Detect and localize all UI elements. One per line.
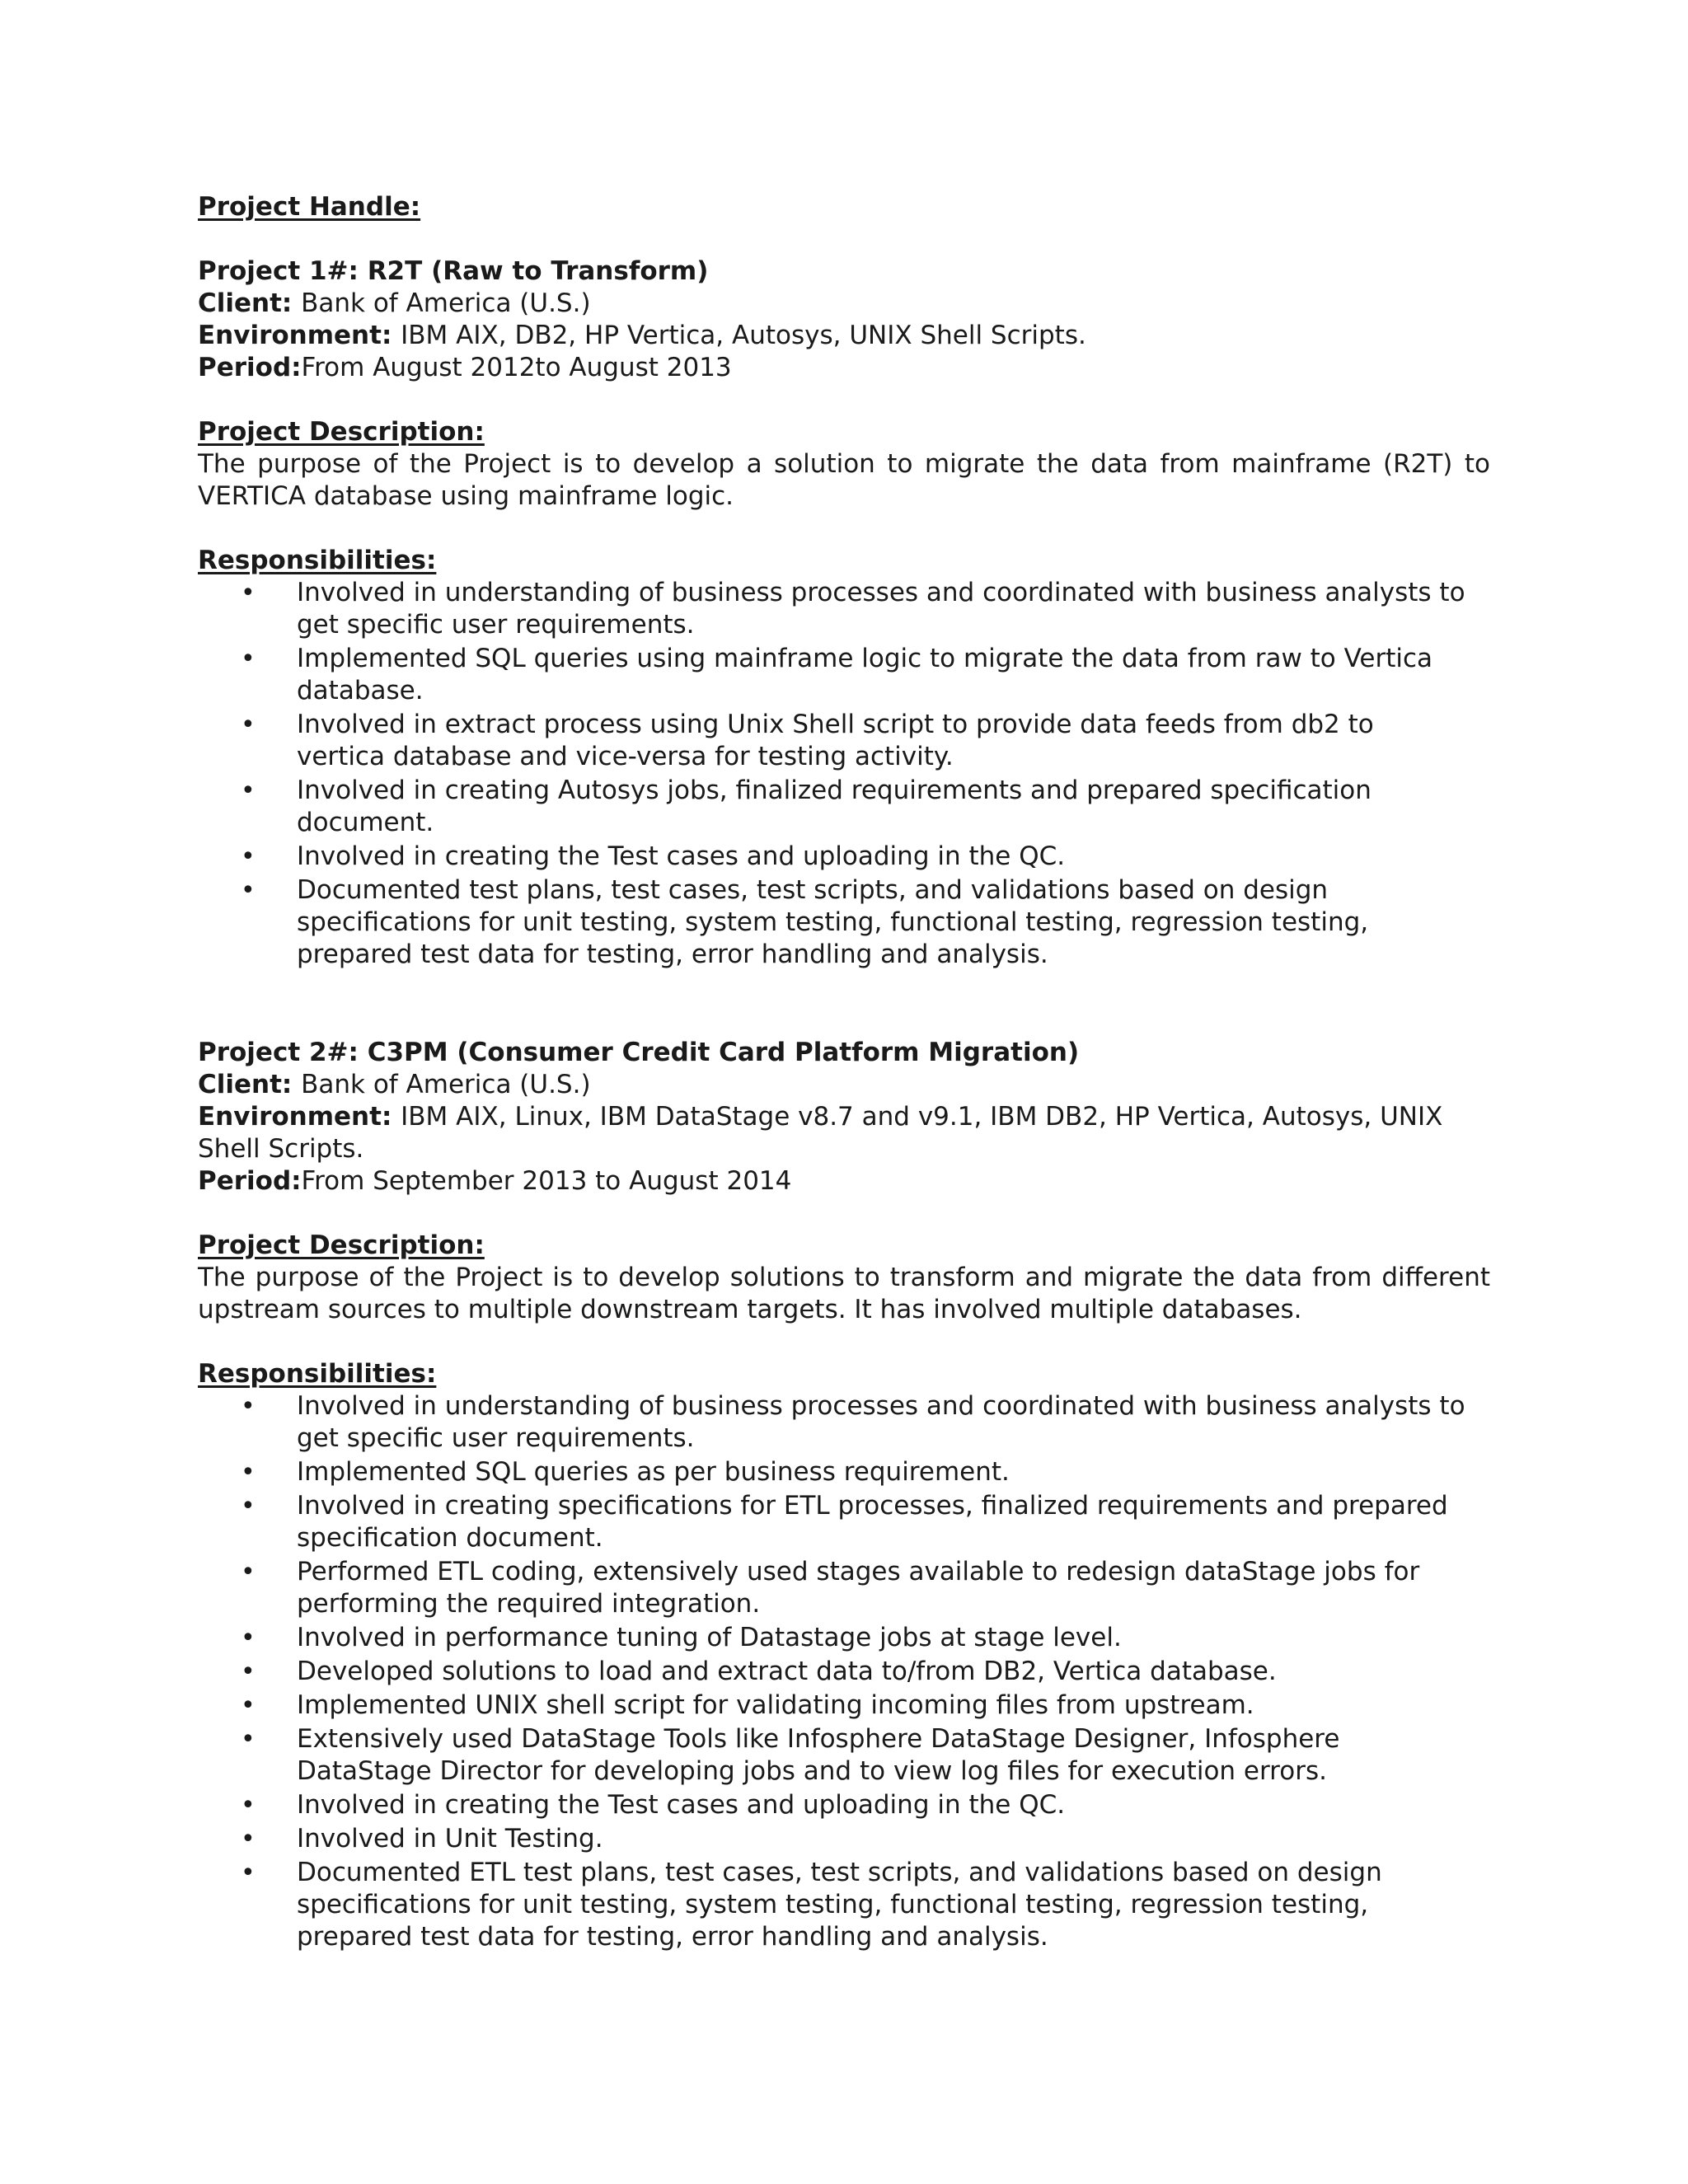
project-2-client-label: Client: (198, 1070, 302, 1099)
bullet-icon: • (241, 1691, 256, 1720)
project-1-title-label: Project 1#: (198, 256, 368, 286)
list-item (198, 1622, 1467, 1654)
project-1-title-text: R2T (Raw to Transform) (367, 256, 709, 286)
list-item (198, 1823, 1467, 1855)
document-page (198, 191, 1490, 1955)
list-item (198, 1556, 1467, 1620)
project-1-responsibilities-list (198, 577, 1467, 971)
bullet-icon: • (241, 1558, 256, 1586)
project-2-environment (198, 1101, 1490, 1165)
bullet-icon: • (241, 876, 256, 905)
bullet-icon: • (241, 579, 256, 607)
responsibility-text: Documented test plans, test cases, test scripts, and validations based on design specifications for unit testing, system testing, functional testing, regression testing, prepared test data for testing, error handling and analysis. (297, 875, 1369, 969)
project-1-environment-label: Environment: (198, 321, 401, 350)
responsibility-text: Involved in extract process using Unix Shell script to provide data feeds from db2 to vertica database and vice-versa for testing activity. (297, 710, 1374, 771)
bullet-icon: • (241, 644, 256, 673)
responsibility-text: Involved in understanding of business processes and coordinated with business analysts to get specific user requirements. (297, 1391, 1465, 1453)
project-2-description-heading: Project Description: (198, 1230, 485, 1260)
list-item (198, 874, 1467, 971)
project-handle-heading: Project Handle: (198, 192, 421, 222)
project-2-title-text: C3PM (Consumer Credit Card Platform Migration) (367, 1038, 1080, 1067)
list-item (198, 1690, 1467, 1722)
list-item (198, 1390, 1467, 1455)
list-item (198, 1857, 1467, 1953)
bullet-icon: • (241, 1858, 256, 1887)
project-1-period-value: From August 2012to August 2013 (301, 353, 732, 382)
project-2-period-value: From September 2013 to August 2014 (301, 1166, 792, 1196)
project-2-responsibilities-heading: Responsibilities: (198, 1359, 437, 1389)
project-1-responsibilities-heading: Responsibilities: (198, 546, 437, 575)
project-2-responsibilities-list (198, 1390, 1467, 1953)
responsibility-text: Implemented SQL queries as per business requirement. (297, 1457, 1010, 1487)
bullet-icon: • (241, 842, 256, 871)
responsibility-text: Involved in creating the Test cases and uploading in the QC. (297, 841, 1066, 871)
responsibility-text: Involved in creating Autosys jobs, finalized requirements and prepared specification document. (297, 776, 1372, 837)
project-2-description: The purpose of the Project is to develop solutions to transform and migrate the data from different upstream sources to multiple downstream targets. It has involved multiple databases. (198, 1263, 1490, 1324)
project-1-title (198, 255, 1490, 288)
project-1-client-label: Client: (198, 288, 302, 318)
project-1-description: The purpose of the Project is to develop a solution to migrate the data from mainframe (R2T) to VERTICA database using mainframe logic. (198, 449, 1490, 511)
project-1-client (198, 288, 1490, 320)
project-1-environment (198, 320, 1490, 352)
project-1-environment-value: IBM AIX, DB2, HP Vertica, Autosys, UNIX Shell Scripts. (401, 321, 1086, 350)
bullet-icon: • (241, 776, 256, 805)
responsibility-text: Involved in performance tuning of Datastage jobs at stage level. (297, 1623, 1122, 1652)
project-1-description-heading: Project Description: (198, 417, 485, 447)
project-1-period (198, 352, 1490, 384)
project-1-period-label: Period: (198, 353, 302, 382)
list-item (198, 1490, 1467, 1554)
responsibility-text: Implemented SQL queries using mainframe logic to migrate the data from raw to Vertica database. (297, 644, 1433, 705)
responsibility-text: Involved in creating the Test cases and uploading in the QC. (297, 1790, 1066, 1820)
bullet-icon: • (241, 1825, 256, 1854)
project-2-environment-label: Environment: (198, 1102, 401, 1132)
project-2-client (198, 1069, 1490, 1101)
bullet-icon: • (241, 1458, 256, 1487)
responsibility-text: Developed solutions to load and extract data to/from DB2, Vertica database. (297, 1657, 1277, 1686)
project-2-client-value: Bank of America (U.S.) (301, 1070, 591, 1099)
responsibility-text: Performed ETL coding, extensively used stages available to redesign dataStage jobs for performing the required integration. (297, 1557, 1420, 1619)
bullet-icon: • (241, 1657, 256, 1686)
list-item (198, 1656, 1467, 1688)
project-2 (198, 1037, 1490, 1953)
list-item (198, 643, 1467, 707)
bullet-icon: • (241, 1624, 256, 1652)
bullet-icon: • (241, 1791, 256, 1820)
bullet-icon: • (241, 1492, 256, 1521)
project-2-period-label: Period: (198, 1166, 302, 1196)
project-2-period (198, 1165, 1490, 1197)
responsibility-text: Involved in Unit Testing. (297, 1824, 603, 1854)
project-1 (198, 255, 1490, 971)
responsibility-text: Documented ETL test plans, test cases, test scripts, and validations based on design specifications for unit testing, system testing, functional testing, regression testing, prepared test data for testing, error handling and analysis. (297, 1858, 1382, 1952)
project-2-environment-value: IBM AIX, Linux, IBM DataStage v8.7 and v9.1, IBM DB2, HP Vertica, Autosys, UNIX Shell Scripts. (198, 1102, 1443, 1164)
project-1-client-value: Bank of America (U.S.) (301, 288, 591, 318)
list-item (198, 775, 1467, 839)
bullet-icon: • (241, 710, 256, 739)
list-item (198, 709, 1467, 773)
responsibility-text: Implemented UNIX shell script for validating incoming files from upstream. (297, 1690, 1254, 1720)
project-2-title-label: Project 2#: (198, 1038, 368, 1067)
bullet-icon: • (241, 1392, 256, 1421)
bullet-icon: • (241, 1725, 256, 1754)
responsibility-text: Extensively used DataStage Tools like Infosphere DataStage Designer, Infosphere DataStage Director for developing jobs and to view log files for execution errors. (297, 1724, 1340, 1786)
list-item (198, 841, 1467, 873)
responsibility-text: Involved in understanding of business processes and coordinated with business analysts to get specific user requirements. (297, 578, 1465, 640)
project-2-title (198, 1037, 1490, 1069)
list-item (198, 1789, 1467, 1821)
list-item (198, 577, 1467, 641)
list-item (198, 1723, 1467, 1788)
responsibility-text: Involved in creating specifications for ETL processes, finalized requirements and prepared specification document. (297, 1491, 1448, 1553)
list-item (198, 1456, 1467, 1488)
